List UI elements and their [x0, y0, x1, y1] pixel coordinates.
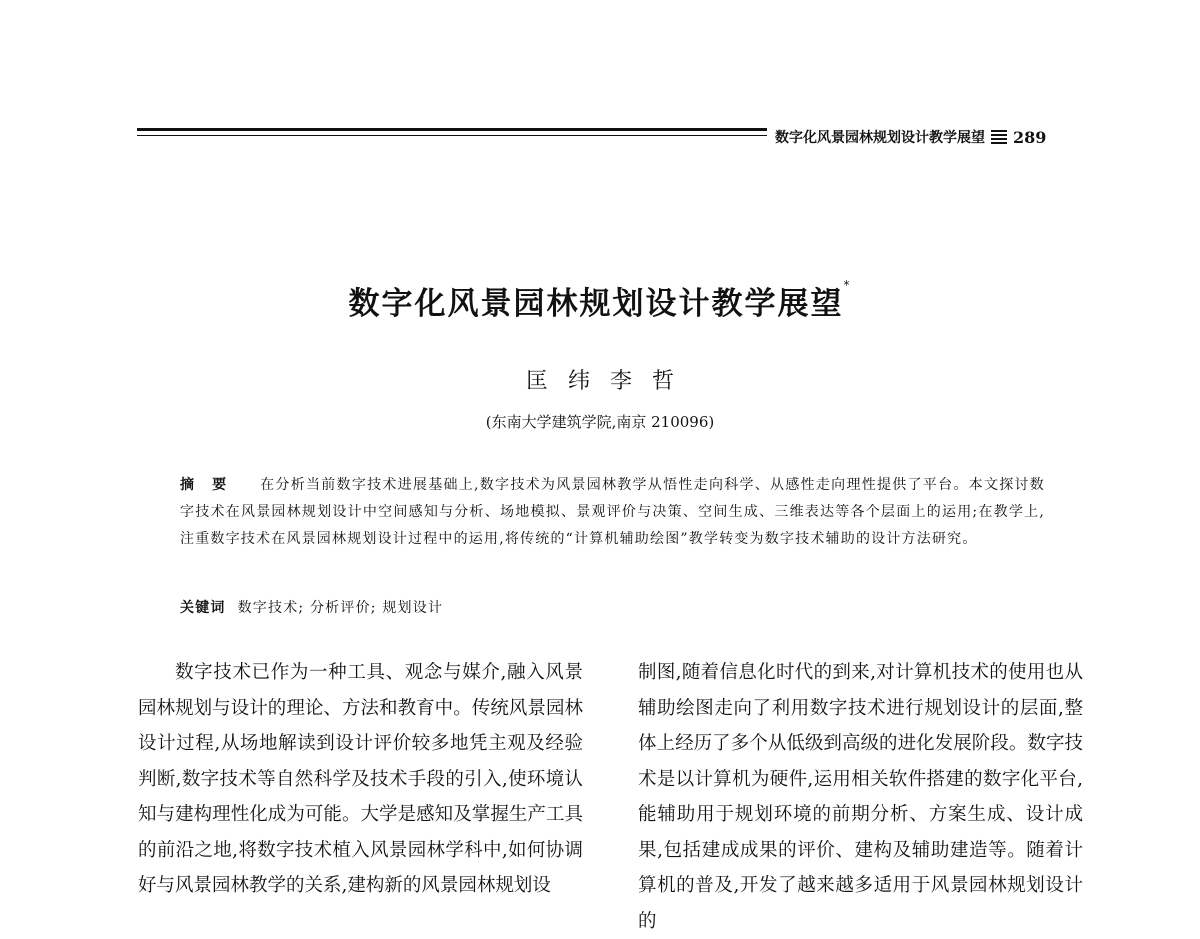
abstract-label: 摘要 — [180, 477, 245, 493]
body-right-column — [638, 655, 1083, 939]
journal-mark-icon — [991, 130, 1007, 144]
page-number: 289 — [1013, 127, 1047, 147]
running-title: 数字化风景园林规划设计教学展望 — [775, 130, 985, 146]
abstract-text: 在分析当前数字技术进展基础上,数字技术为风景园林教学从悟性走向科学、从感性走向理性提供了平台。本文探讨数字技术在风景园林规划设计中空间感知与分析、场地模拟、景观评价与决策、空间生成、三维表达等各个层面上的运用;在教学上,注重数字技术在风景园林规划设计过程中的运用,将传统的“计算机辅助绘图”教学转变为数字技术辅助的设计方法研究。 — [180, 477, 1045, 547]
running-head — [775, 126, 1120, 148]
abstract — [180, 472, 1045, 553]
affiliation: (东南大学建筑学院,南京 210096) — [485, 413, 715, 431]
header-rule — [137, 128, 767, 140]
body-paragraph: 数字技术已作为一种工具、观念与媒介,融入风景园林规划与设计的理论、方法和教育中。传统风景园林设计过程,从场地解读到设计评价较多地凭主观及经验判断,数字技术等自然科学及技术手段的引入,使环境认知与建构理性化成为可能。大学是感知及掌握生产工具的前沿之地,将数字技术植入风景园林学科中,如何协调好与风景园林教学的关系,建构新的风景园林规划设 — [138, 662, 583, 896]
authors: 匡纬李哲 — [525, 369, 694, 394]
article-title-text: 数字化风景园林规划设计教学展望 — [348, 286, 844, 322]
body-left-column — [138, 655, 583, 904]
article-title — [0, 278, 1200, 323]
keywords-label: 关键词 — [180, 600, 226, 616]
body-paragraph: 制图,随着信息化时代的到来,对计算机技术的使用也从辅助绘图走向了利用数字技术进行规划设计的层面,整体上经历了多个从低级到高级的进化发展阶段。数字技术是以计算机为硬件,运用相关软件搭建的数字化平台,能辅助用于规划环境的前期分析、方案生成、设计成果,包括建成成果的评价、建构及辅助建造等。随着计算机的普及,开发了越来越多适用于风景园林规划设计的 — [638, 662, 1083, 932]
header-rule-thick — [137, 128, 767, 131]
keywords — [180, 595, 1045, 622]
keywords-text: 数字技术; 分析评价; 规划设计 — [237, 600, 444, 616]
header-rule-thin — [137, 135, 767, 136]
title-footnote-mark: * — [843, 278, 852, 292]
